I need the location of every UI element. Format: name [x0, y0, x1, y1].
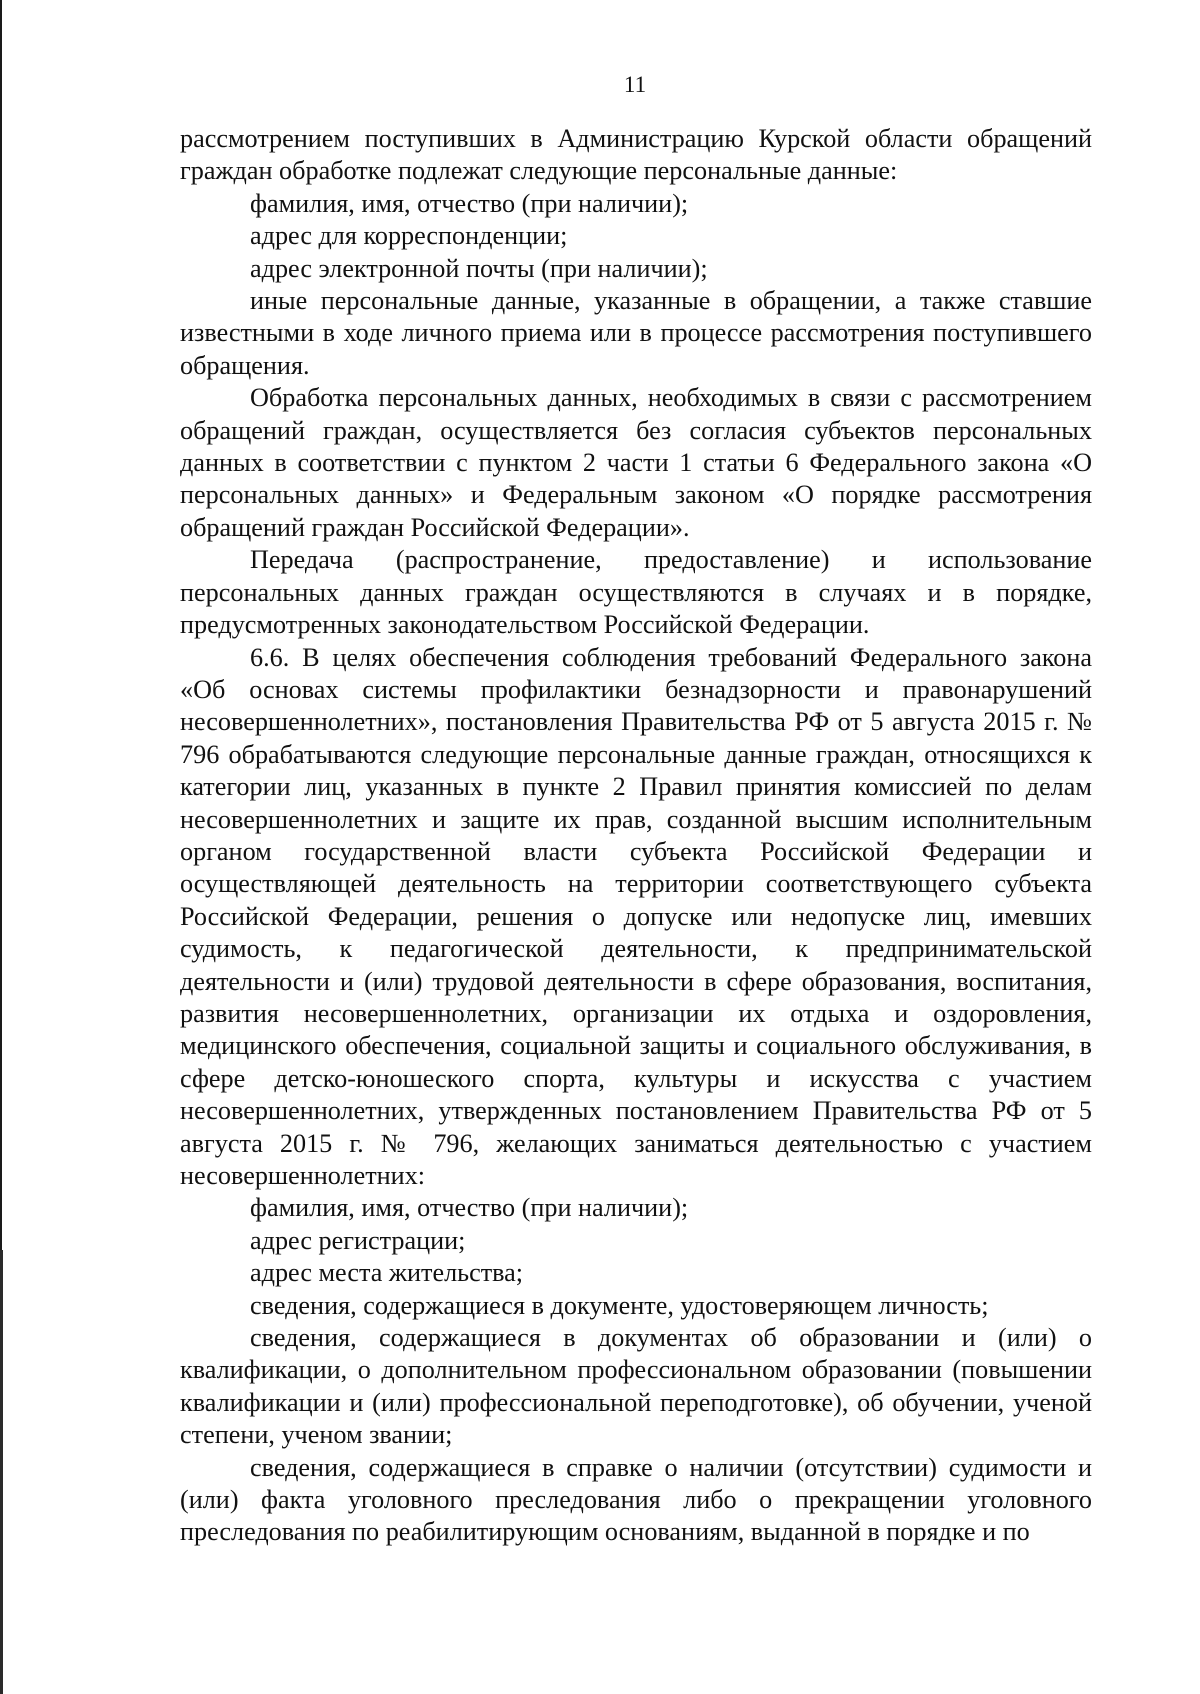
page-number: 11	[623, 72, 647, 97]
list-item: адрес места жительства;	[250, 1258, 524, 1288]
paragraph-continuation: рассмотрением поступивших в Администрацию Курской области обращений граждан обработке подлежат следующие персональные данные:	[180, 124, 1092, 186]
document-body	[180, 123, 1092, 1549]
scan-edge-shadow	[0, 1250, 3, 1694]
list-item: фамилия, имя, отчество (при наличии);	[250, 188, 689, 218]
paragraph: иные персональные данные, указанные в обращении, а также ставшие известными в ходе личного приема или в процессе рассмотрения поступившего обращения.	[180, 286, 1092, 380]
list-item: адрес регистрации;	[250, 1225, 466, 1255]
paragraph: сведения, содержащиеся в справке о наличии (отсутствии) судимости и (или) факта уголовного преследования либо о прекращении уголовного преследования по реабилитирующим основаниям, выданной в порядке и по	[180, 1452, 1092, 1547]
paragraph-section-6-6: 6.6. В целях обеспечения соблюдения требований Федерального закона «Об основах системы профилактики безнадзорности и правонарушений несовершеннолетних», постановления Правительства РФ от 5 августа 2015 г. № 796 обрабатываются следующие персональные данные граждан, относящихся к категории лиц, указанных в пункте 2 Правил принятия комиссией по делам несовершеннолетних и защите их прав, созданной высшим исполнительным органом государственной власти субъекта Российской Федерации и осуществляющей деятельность на территории соответствующего субъекта Российской Федерации, решения о допуске или недопуске лиц, имевших судимость, к педагогической деятельности, к предпринимательской деятельности и (или) трудовой деятельности в сфере образования, воспитания, развития несовершеннолетних, организации их отдыха и оздоровления, медицинского обеспечения, социальной защиты и социального обслуживания, в сфере детско-юношеского спорта, культуры и искусства с участием несовершеннолетних, утвержденных постановлением Правительства РФ от 5 августа 2015 г. № 796, желающих заниматься деятельностью с участием несовершеннолетних:	[180, 642, 1092, 1190]
list-item: адрес электронной почты (при наличии);	[250, 253, 708, 283]
paragraph: Обработка персональных данных, необходимых в связи с рассмотрением обращений граждан, осуществляется без согласия субъектов персональных данных в соответствии с пунктом 2 части 1 статьи 6 Федерального закона «О персональных данных» и Федеральным законом «О порядке рассмотрения обращений граждан Российской Федерации».	[180, 383, 1092, 542]
list-item: фамилия, имя, отчество (при наличии);	[250, 1193, 689, 1223]
paragraph: сведения, содержащиеся в документах об образовании и (или) о квалификации, о дополнительном профессиональном образовании (повышении квалификации и (или) профессиональной переподготовке), об обучении, ученой степени, ученом звании;	[180, 1323, 1092, 1450]
list-item: адрес для корреспонденции;	[250, 221, 568, 251]
paragraph: Передача (распространение, предоставление) и использование персональных данных граждан осуществляются в случаях и в порядке, предусмотренных законодательством Российской Федерации.	[180, 545, 1092, 640]
list-item: сведения, содержащиеся в документе, удостоверяющем личность;	[250, 1290, 989, 1320]
